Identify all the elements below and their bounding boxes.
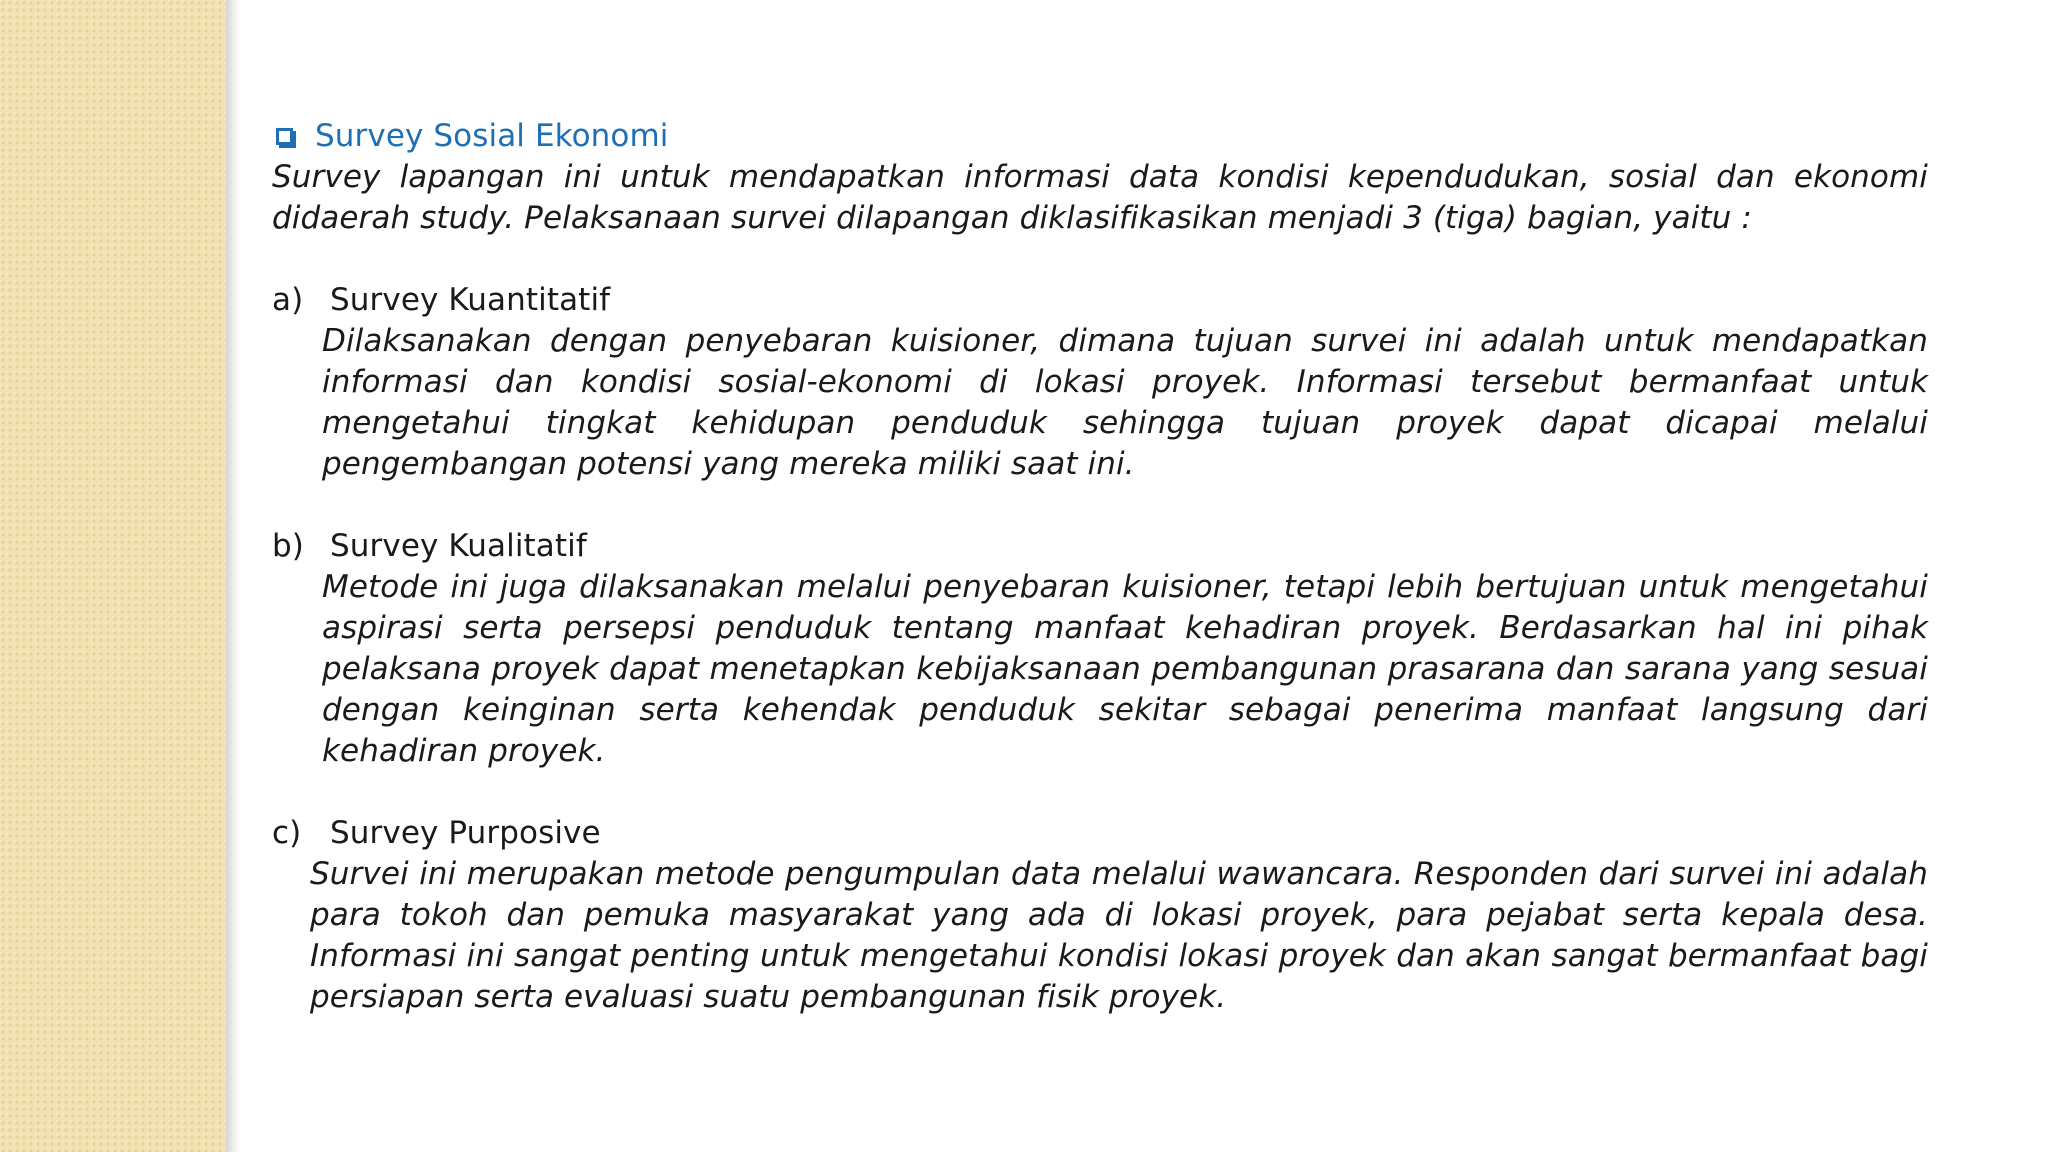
list-item-title-text: Survey Purposive	[330, 815, 601, 851]
list-item-title	[272, 280, 1928, 321]
list-item-a	[272, 280, 1928, 485]
section-heading	[272, 116, 1928, 157]
decorative-side-band	[0, 0, 226, 1152]
list-item-body: Survei ini merupakan metode pengumpulan data melalui wawancara. Responden dari survei ini adalah para tokoh dan pemuka masyarakat yang ada di lokasi proyek, para pejabat serta kepala desa. Informasi ini sangat penting untuk mengetahui kondisi lokasi proyek dan akan sangat bermanfaat bagi persiapan serta evaluasi suatu pembangunan fisik proyek.	[310, 856, 1928, 1015]
list-item-title-text: Survey Kuantitatif	[330, 282, 611, 318]
side-band-shadow	[226, 0, 240, 1152]
section-heading-text: Survey Sosial Ekonomi	[315, 118, 669, 154]
list-item-title	[272, 526, 1928, 567]
spacer	[272, 772, 1928, 813]
list-item-body: Metode ini juga dilaksanakan melalui penyebaran kuisioner, tetapi lebih bertujuan untuk mengetahui aspirasi serta persepsi penduduk tentang manfaat kehadiran proyek. Berdasarkan hal ini pihak pelaksana proyek dapat menetapkan kebijaksanaan pembangunan prasarana dan sarana yang sesuai dengan keinginan serta kehendak penduduk sekitar sebagai penerima manfaat langsung dari kehadiran proyek.	[322, 569, 1928, 769]
list-item-c	[272, 813, 1928, 1018]
spacer	[272, 485, 1928, 526]
intro-paragraph: Survey lapangan ini untuk mendapatkan informasi data kondisi kependudukan, sosial dan ekonomi didaerah study. Pelaksanaan survei dilapangan diklasifikasikan menjadi 3 (tiga) bagian, yaitu :	[272, 159, 1928, 236]
list-item-label: c)	[272, 815, 302, 851]
list-item-body: Dilaksanakan dengan penyebaran kuisioner, dimana tujuan survei ini adalah untuk mendapatkan informasi dan kondisi sosial-ekonomi di lokasi proyek. Informasi tersebut bermanfaat untuk mengetahui tingkat kehidupan penduduk sehingga tujuan proyek dapat dicapai melalui pengembangan potensi yang mereka miliki saat ini.	[322, 323, 1928, 482]
list-item-label: b)	[272, 528, 304, 564]
checkbox-icon	[276, 128, 293, 145]
list-item-b	[272, 526, 1928, 772]
list-item-title-text: Survey Kualitatif	[330, 528, 587, 564]
slide-content	[272, 116, 1928, 1018]
spacer	[272, 239, 1928, 280]
list-item-label: a)	[272, 282, 304, 318]
list-item-title	[272, 813, 1928, 854]
